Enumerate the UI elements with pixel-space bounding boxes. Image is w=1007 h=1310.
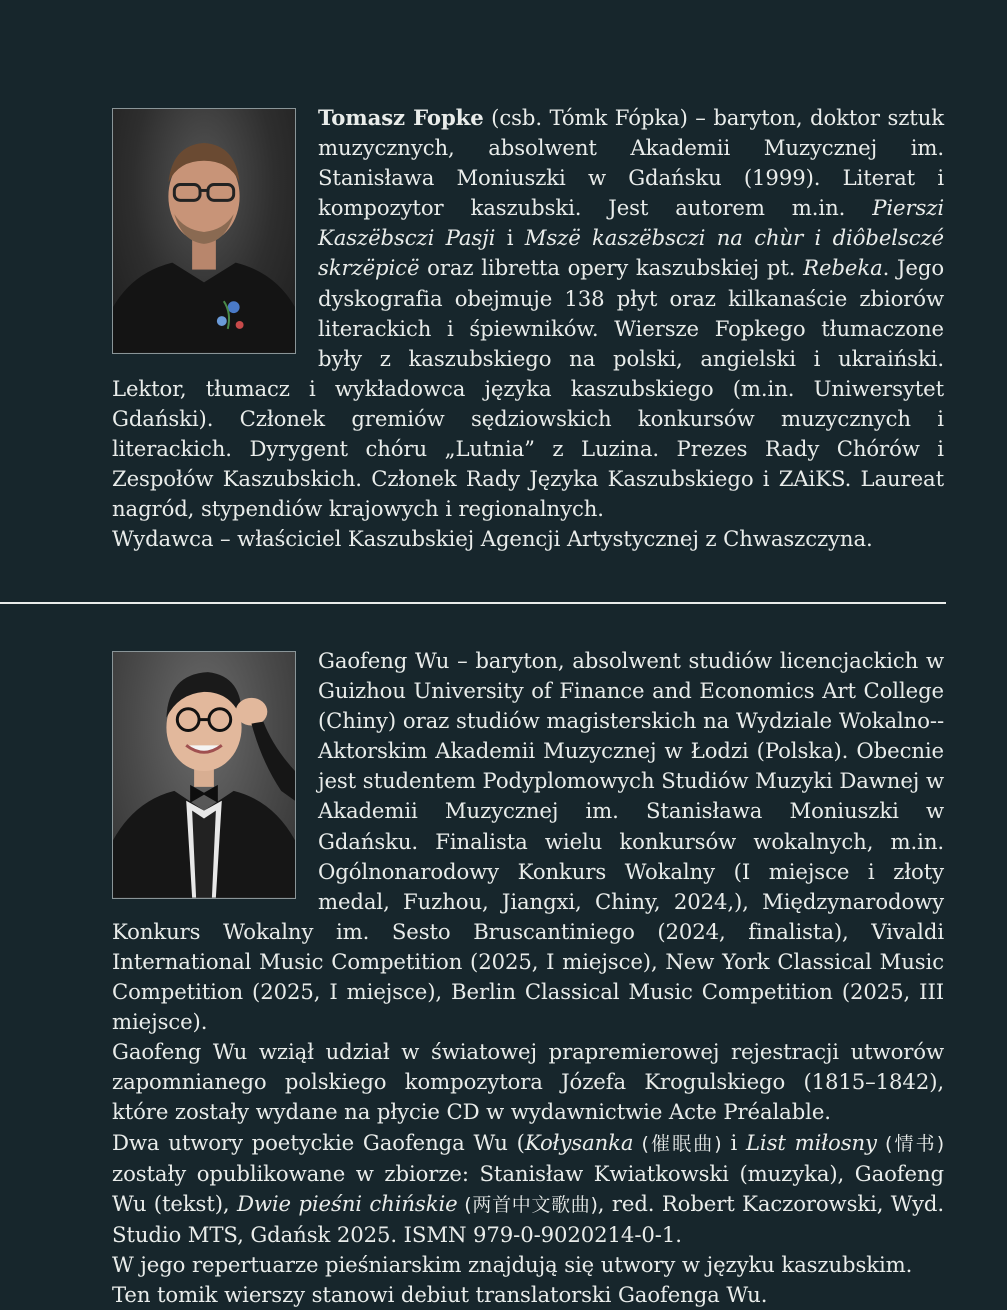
- bio-text: . Jego dyskografia obejmuje 138 płyt oraz kilkanaście zbiorów literackich i śpiewników. Wiersze Fopkego tłumaczone były z kaszubskiego na polski, angielski i ukraiński. Lektor, tłumacz i wykładowca języka kaszubskiego (m.in. Uniwersytet Gdański). Członek gremiów sędziowskich konkursów muzycznych i literackich. Dyrygent chóru „Lutnia” z Luzina. Prezes Rady Chórów i Zespołów Kaszubskich. Członek Rady Języka Kaszubskiego i ZAiKS. Laureat nagród, stypendiów krajowych i regionalnych.: [112, 255, 944, 522]
- chinese-title: (情书): [876, 1132, 945, 1155]
- work-title: Kołysanka: [524, 1129, 634, 1155]
- bio-paragraph-2: Wydawca – właściciel Kaszubskiej Agencji Artystycznej z Chwaszczyna.: [112, 526, 873, 552]
- bio-name: Tomasz Fopke: [318, 105, 484, 130]
- portrait-illustration: [113, 109, 295, 353]
- chinese-title: (催眠曲): [633, 1132, 722, 1155]
- bio-text: zostały opublikowane w zbiorze: Stanisław Kwiatkowski (muzyka), Gaofeng Wu (tekst),: [112, 1160, 944, 1216]
- bio-text: , red. Robert Kaczorowski, Wyd. Studio MTS, Gdańsk 2025. ISMN 979-0-9020214-0-1.: [112, 1190, 944, 1247]
- bio-text: i: [495, 225, 525, 251]
- portrait-illustration: [113, 652, 295, 898]
- work-title: Pierszi Kaszëbsczi Pasji: [318, 195, 944, 251]
- work-title: List miłosny: [745, 1129, 877, 1155]
- bio-gaofeng-wu: [112, 646, 944, 1310]
- portrait-photo-gaofeng-wu: [112, 651, 296, 899]
- bio-text: (csb. Tómk Fópka) – baryton, doktor sztuk muzycznych, absolwent Akademii Muzycznej im. Stanisława Moniuszki w Gdańsku (1999). Literat i kompozytor kaszubski. Jest autorem m.in.: [318, 105, 944, 221]
- work-title: Rebeka: [803, 255, 883, 281]
- bio-paragraph-4: W jego repertuarze pieśniarskim znajdują się utwory w języku kaszubskim. Ten tomik wierszy stanowi debiut translatorski Gaofenga Wu.: [112, 1251, 913, 1307]
- bio-tomasz-fopke: [112, 103, 944, 554]
- work-title: Dwie pieśni chińskie: [236, 1190, 458, 1216]
- bio-paragraph-1: Gaofeng Wu – baryton, absolwent studiów licencjackich w Guizhou University of Finance and Economics Art College (Chiny) oraz studiów magisterskich na Wydziale Wokalno--Aktorskim Akademii Muzycznej w Łodzi (Polska). Obecnie jest studentem Podyplomowych Studiów Muzyki Dawnej w Akademii Muzycznej im. Stanisława Moniuszki w Gdańsku. Finalista wielu konkursów wokalnych, m.in. Ogólnonarodowy Konkurs Wokalny (I miejsce i złoty medal, Fuzhou, Jiangxi, Chiny, 2024,), Międzynarodowy Konkurs Wokalny im. Sesto Bruscantiniego (2024, finalista), Vivaldi International Music Competition (2025, I miejsce), New York Classical Music Competition (2025, I miejsce), Berlin Classical Music Competition (2025, III miejsce).: [112, 648, 944, 1035]
- bio-text: oraz libretta opery kaszubskiej pt.: [419, 255, 804, 281]
- portrait-photo-tomasz-fopke: [112, 108, 296, 354]
- work-title: Mszë kaszëbsczi na chùr i diôbelsczé skrzëpicë: [318, 225, 944, 281]
- bio-text: i: [721, 1129, 746, 1155]
- bio-text: Dwa utwory poetyckie Gaofenga Wu (: [112, 1129, 525, 1155]
- section-divider: [0, 602, 946, 604]
- bio-paragraph-2: Gaofeng Wu wziął udział w światowej prapremierowej rejestracji utworów zapomnianego polskiego kompozytora Józefa Krogulskiego (1815–1842), które zostały wydane na płycie CD w wydawnictwie Acte Préalable.: [112, 1039, 944, 1125]
- bio-paragraph-3: [112, 1128, 944, 1250]
- chinese-title: (两首中文歌曲): [457, 1193, 598, 1216]
